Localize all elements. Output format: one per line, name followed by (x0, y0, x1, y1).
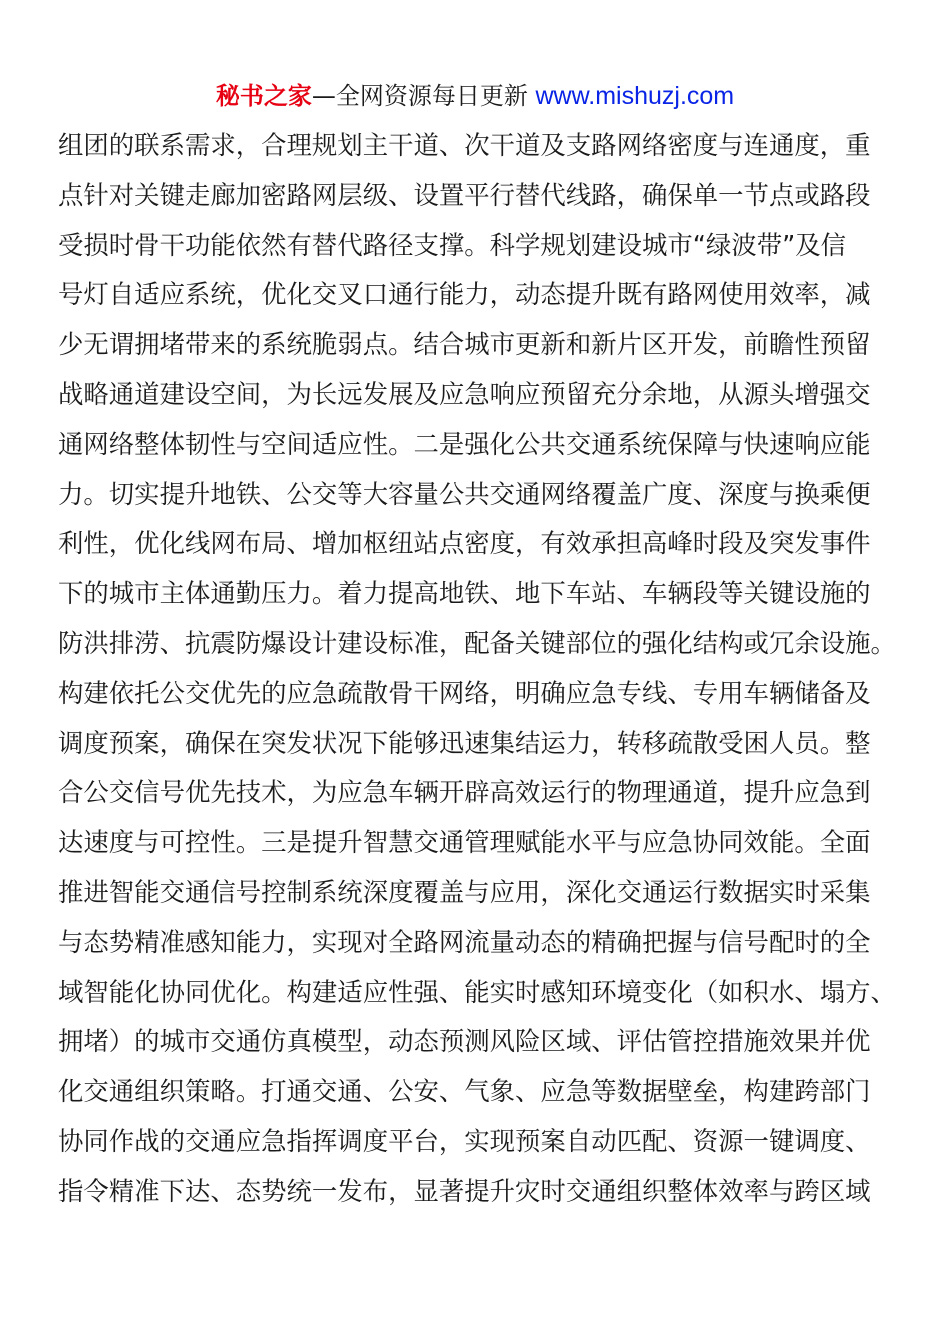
body-line: 组团的联系需求，合理规划主干道、次干道及支路网络密度与连通度，重 (58, 130, 871, 160)
body-line: 推进智能交通信号控制系统深度覆盖与应用，深化交通运行数据实时采集 (58, 876, 871, 907)
body-line: 指令精准下达、态势统一发布，显著提升灾时交通组织整体效率与跨区域 (58, 1175, 871, 1206)
body-line: 力。切实提升地铁、公交等大容量公共交通网络覆盖广度、深度与换乘便 (58, 478, 871, 509)
body-line: 化交通组织策略。打通交通、公安、气象、应急等数据壁垒，构建跨部门 (58, 1076, 871, 1107)
body-line: 少无谓拥堵带来的系统脆弱点。结合城市更新和新片区开发，前瞻性预留 (58, 329, 871, 360)
body-line: 受损时骨干功能依然有替代路径支撑。科学规划建设城市“绿波带”及信 (58, 229, 847, 260)
body-line: 合公交信号优先技术，为应急车辆开辟高效运行的物理通道，提升应急到 (58, 777, 871, 808)
body-line: 号灯自适应系统，优化交叉口通行能力，动态提升既有路网使用效率，减 (58, 279, 871, 310)
body-line: 点针对关键走廊加密路网层级、设置平行替代线路，确保单一节点或路段 (58, 179, 871, 210)
body-line: 达速度与可控性。三是提升智慧交通管理赋能水平与应急协同效能。全面 (58, 827, 871, 858)
page-header (0, 78, 950, 114)
document-body (58, 121, 898, 1217)
body-line: 防洪排涝、抗震防爆设计建设标准，配备关键部位的强化结构或冗余设施。 (58, 627, 896, 658)
body-line: 通网络整体韧性与空间适应性。二是强化公共交通系统保障与快速响应能 (58, 428, 871, 459)
body-line: 协同作战的交通应急指挥调度平台，实现预案自动匹配、资源一键调度、 (58, 1125, 871, 1156)
body-line: 域智能化协同优化。构建适应性强、能实时感知环境变化（如积水、塌方、 (58, 976, 896, 1007)
body-line: 下的城市主体通勤压力。着力提高地铁、地下车站、车辆段等关键设施的 (58, 578, 871, 609)
header-tagline: —全网资源每日更新 (311, 82, 528, 110)
body-line: 拥堵）的城市交通仿真模型，动态预测风险区域、评估管控措施效果并优 (58, 1026, 871, 1057)
brand-name: 秘书之家 (215, 82, 312, 110)
body-line: 构建依托公交优先的应急疏散骨干网络，明确应急专线、专用车辆储备及 (58, 677, 871, 708)
body-line: 调度预案，确保在突发状况下能够迅速集结运力，转移疏散受困人员。整 (58, 727, 871, 758)
body-line: 与态势精准感知能力，实现对全路网流量动态的精确把握与信号配时的全 (58, 926, 871, 957)
body-line: 利性，优化线网布局、增加枢纽站点密度，有效承担高峰时段及突发事件 (58, 528, 871, 559)
site-url-link[interactable]: www.mishuzj.com (535, 82, 735, 110)
body-line: 战略通道建设空间，为长远发展及应急响应预留充分余地，从源头增强交 (58, 378, 871, 409)
